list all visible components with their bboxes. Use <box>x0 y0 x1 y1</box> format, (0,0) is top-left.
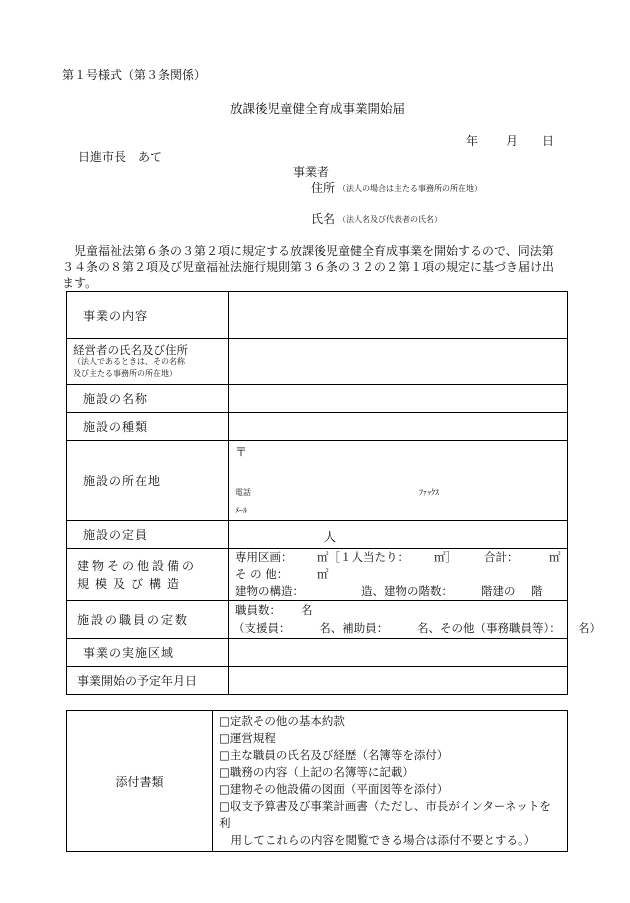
building-floor-unit: 階 <box>531 584 543 598</box>
building-per-person-unit: ㎡］ <box>434 550 457 564</box>
staff-count-label: 職員数： <box>235 603 281 617</box>
field-facility-location[interactable] <box>229 441 568 521</box>
spaced-label <box>73 644 222 661</box>
label-area <box>67 639 229 667</box>
field-capacity[interactable] <box>229 521 568 549</box>
row-facility-name <box>67 385 568 413</box>
capacity-unit: 人 <box>324 530 337 544</box>
phone-label: 電話 <box>235 488 251 497</box>
label-building-line-1: 建物その他設備の <box>77 558 198 573</box>
building-floors-label: 造、建物の階数： <box>361 584 453 598</box>
body-text-line-2: ３４条の８第２項及び児童福祉法施行規則第３６条の３２の２第１項の規定に基づき届け出 <box>62 260 555 274</box>
label-text: 施設の所在地 <box>83 474 162 488</box>
staff-count-unit: 名 <box>301 603 313 617</box>
building-structure-label: 建物の構造： <box>235 584 304 598</box>
attachment-item[interactable]: □主な職員の氏名及び経歴（名簿等を添付） <box>219 748 449 762</box>
field-facility-type[interactable] <box>229 413 568 441</box>
applicant-address-note: （法人の場合は主たる事務所の所在地） <box>338 184 482 193</box>
date-month: 月 <box>506 134 519 148</box>
field-business-content[interactable] <box>229 292 568 339</box>
label-operator-note-2: 及び主たる事務所の所在地） <box>73 368 177 378</box>
label-operator-note-1: （法人であるときは、その名称 <box>73 356 185 366</box>
label-facility-type <box>67 413 229 441</box>
attachment-item[interactable]: □職務の内容（上記の名簿等に記載） <box>219 765 414 779</box>
label-business-content <box>67 292 229 339</box>
attachment-item: 用してこれらの内容を閲覧できる場合は添付不要とする。） <box>219 833 536 847</box>
body-text-line-1: 児童福祉法第６条の３第２項に規定する放課後児童健全育成事業を開始するので、同法第 <box>62 244 554 258</box>
building-story-label: 階建の <box>481 584 516 598</box>
field-facility-name[interactable] <box>229 385 568 413</box>
applicant-address-label: 住所 <box>311 181 336 195</box>
building-exclusive-label: 専用区画： <box>235 550 293 564</box>
building-per-person-label: ㎡［１人当たり： <box>317 550 409 564</box>
attachment-item[interactable]: □収支予算書及び事業計画書（ただし、市長がインターネットを利 <box>219 799 551 830</box>
staff-breakdown: （支援員： 名、補助員： 名、その他（事務職員等）： 名） <box>233 621 601 635</box>
fax-label: ﾌｧｯｸｽ <box>419 488 439 497</box>
spaced-label <box>73 472 222 489</box>
row-attachments <box>67 711 568 852</box>
building-total-label: 合計： <box>484 550 519 564</box>
field-staff[interactable] <box>229 601 601 639</box>
label-text: 施設の定員 <box>83 528 149 542</box>
field-attachments <box>213 711 568 852</box>
row-staff <box>67 601 568 639</box>
field-start-date[interactable] <box>229 667 568 695</box>
label-facility-location <box>67 441 229 521</box>
form-number: 第１号様式（第３条関係） <box>62 68 207 82</box>
addressee: 日進市長 あて <box>78 150 163 164</box>
applicant-heading: 事業者 <box>293 165 330 179</box>
applicant-name-label: 氏名 <box>311 212 336 226</box>
building-other-label: そ の 他： <box>235 567 289 581</box>
label-text: 事業の実施区域 <box>83 646 175 660</box>
row-facility-location <box>67 441 568 521</box>
attachments-table <box>66 710 568 852</box>
spaced-label <box>73 526 222 543</box>
row-start-date <box>67 667 568 695</box>
attachment-item[interactable]: □運営規程 <box>219 731 276 745</box>
row-building <box>67 549 568 601</box>
body-text-line-3: ます。 <box>62 276 98 290</box>
attachment-item[interactable]: □建物その他設備の図面（平面図等を添付） <box>219 782 449 796</box>
label-capacity <box>67 521 229 549</box>
label-text: 事業の内容 <box>83 308 149 323</box>
field-operator[interactable] <box>229 339 568 385</box>
attachment-item[interactable]: □定款その他の基本約款 <box>219 714 345 728</box>
label-text: 施設の名称 <box>83 392 149 406</box>
field-building[interactable] <box>229 549 568 601</box>
row-capacity <box>67 521 568 549</box>
row-operator <box>67 339 568 385</box>
spaced-label <box>73 418 222 435</box>
label-attachments: 添付書類 <box>67 711 213 852</box>
date-year: 年 <box>466 134 479 148</box>
label-operator-main: 経営者の氏名及び住所 <box>73 342 188 357</box>
applicant-name-note: （法人名及び代表者の氏名） <box>338 215 442 224</box>
building-total-unit: ㎡ <box>549 550 561 564</box>
date-day: 日 <box>542 134 555 148</box>
label-facility-name <box>67 385 229 413</box>
row-facility-type <box>67 413 568 441</box>
spaced-label <box>73 390 222 407</box>
label-operator <box>67 339 229 385</box>
mail-label: ﾒｰﾙ <box>235 506 247 515</box>
main-form-table <box>66 291 601 695</box>
row-business-content <box>67 292 568 339</box>
form-title: 放課後児童健全育成事業開始届 <box>230 101 406 116</box>
field-area[interactable] <box>229 639 568 667</box>
spaced-label <box>73 307 222 324</box>
label-staff: 施設の職員の定数 <box>67 601 229 639</box>
building-other-unit: ㎡ <box>317 567 329 581</box>
label-building <box>67 549 229 601</box>
label-building-line-2: 規模及び構造 <box>77 576 186 591</box>
postal-mark: 〒 <box>235 445 248 459</box>
label-text: 施設の種類 <box>83 420 149 434</box>
row-area <box>67 639 568 667</box>
label-start-date: 事業開始の予定年月日 <box>67 667 229 695</box>
